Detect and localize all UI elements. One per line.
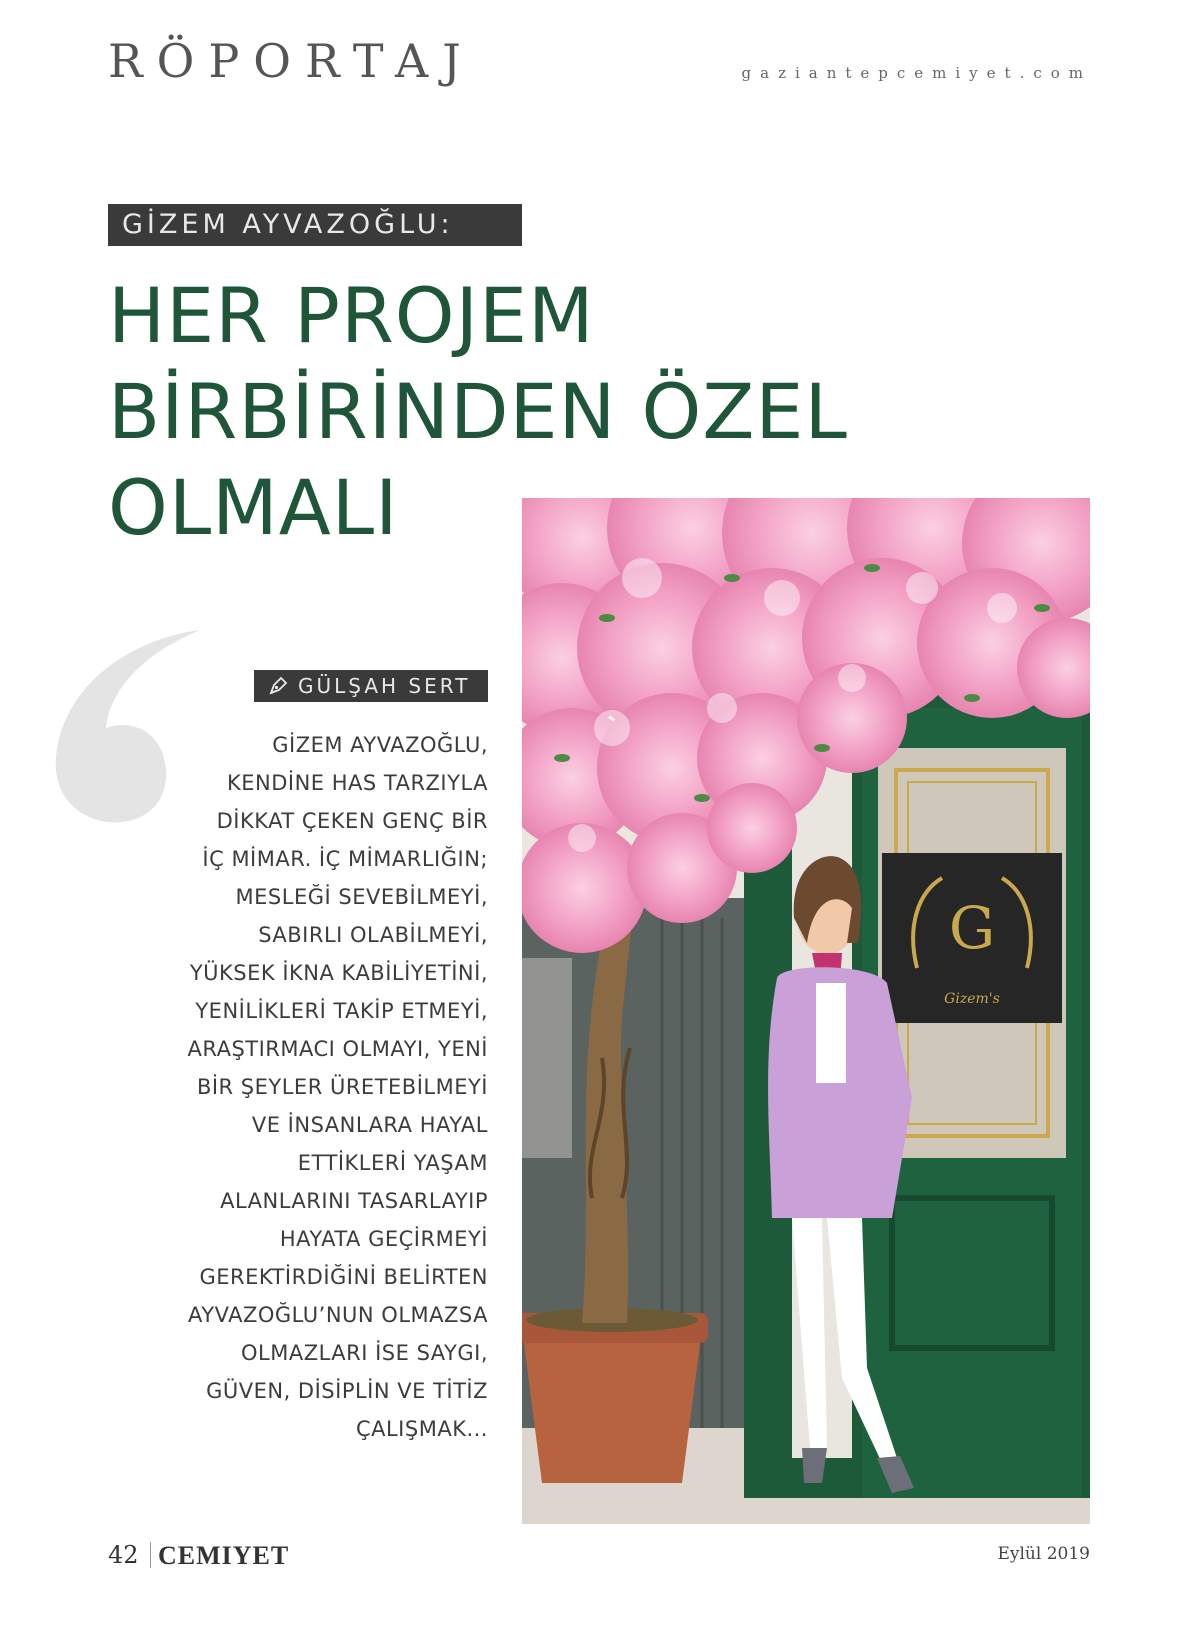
lead-line: HAYATA GEÇİRMEYİ (279, 1227, 488, 1251)
site-url[interactable]: gaziantepcemiyet.com (741, 64, 1092, 82)
lead-line: ÇALIŞMAK... (355, 1417, 488, 1441)
magazine-name: CEMIYET (158, 1541, 290, 1570)
page-number: 42 (108, 1541, 139, 1569)
shop-sign-name: Gizem's (944, 991, 1000, 1007)
lead-line: İÇ MİMAR. İÇ MİMARLIĞIN; (202, 847, 488, 871)
headline-line: BİRBİRİNDEN ÖZEL (108, 367, 848, 456)
lead-line: MESLEĞİ SEVEBİLMEYİ, (235, 885, 488, 909)
lead-line: AYVAZOĞLU’NUN OLMAZSA (188, 1303, 488, 1327)
lead-line: BİR ŞEYLER ÜRETEBİLMEYİ (196, 1075, 488, 1099)
headline-line: OLMALI (108, 463, 399, 552)
interview-photo (522, 498, 1090, 1524)
lead-line: YENİLİKLERİ TAKİP ETMEYİ, (195, 999, 488, 1023)
lead-line: OLMAZLARI İSE SAYGI, (241, 1341, 488, 1365)
photo-illustration (522, 498, 1090, 1524)
lead-line: GİZEM AYVAZOĞLU, (272, 733, 488, 757)
footer-divider (150, 1542, 151, 1568)
lead-line: ETTİKLERİ YAŞAM (297, 1151, 488, 1175)
author-name: GÜLŞAH SERT (298, 674, 471, 698)
lead-text (128, 726, 488, 1448)
lead-line: SABIRLI OLABİLMEYİ, (258, 923, 488, 947)
lead-line: VE İNSANLARA HAYAL (251, 1113, 488, 1137)
author-bar (254, 670, 488, 702)
shop-sign-letter: G (948, 894, 996, 962)
subject-name-bar: GİZEM AYVAZOĞLU: (108, 204, 522, 246)
lead-line: ALANLARINI TASARLAYIP (220, 1189, 488, 1213)
lead-line: YÜKSEK İKNA KABİLİYETİNİ, (189, 961, 488, 985)
lead-line: GÜVEN, DİSİPLİN VE TİTİZ (206, 1379, 488, 1403)
issue-date: Eylül 2019 (997, 1544, 1090, 1564)
lead-line: KENDİNE HAS TARZIYLA (226, 771, 488, 795)
lead-line: GEREKTİRDİĞİNİ BELİRTEN (199, 1265, 488, 1289)
lead-line: DİKKAT ÇEKEN GENÇ BİR (216, 809, 488, 833)
pen-icon (268, 676, 288, 696)
headline-line: HER PROJEM (108, 271, 595, 360)
section-label: RÖPORTAJ (108, 34, 475, 88)
lead-line: ARAŞTIRMACI OLMAYI, YENİ (187, 1037, 488, 1061)
